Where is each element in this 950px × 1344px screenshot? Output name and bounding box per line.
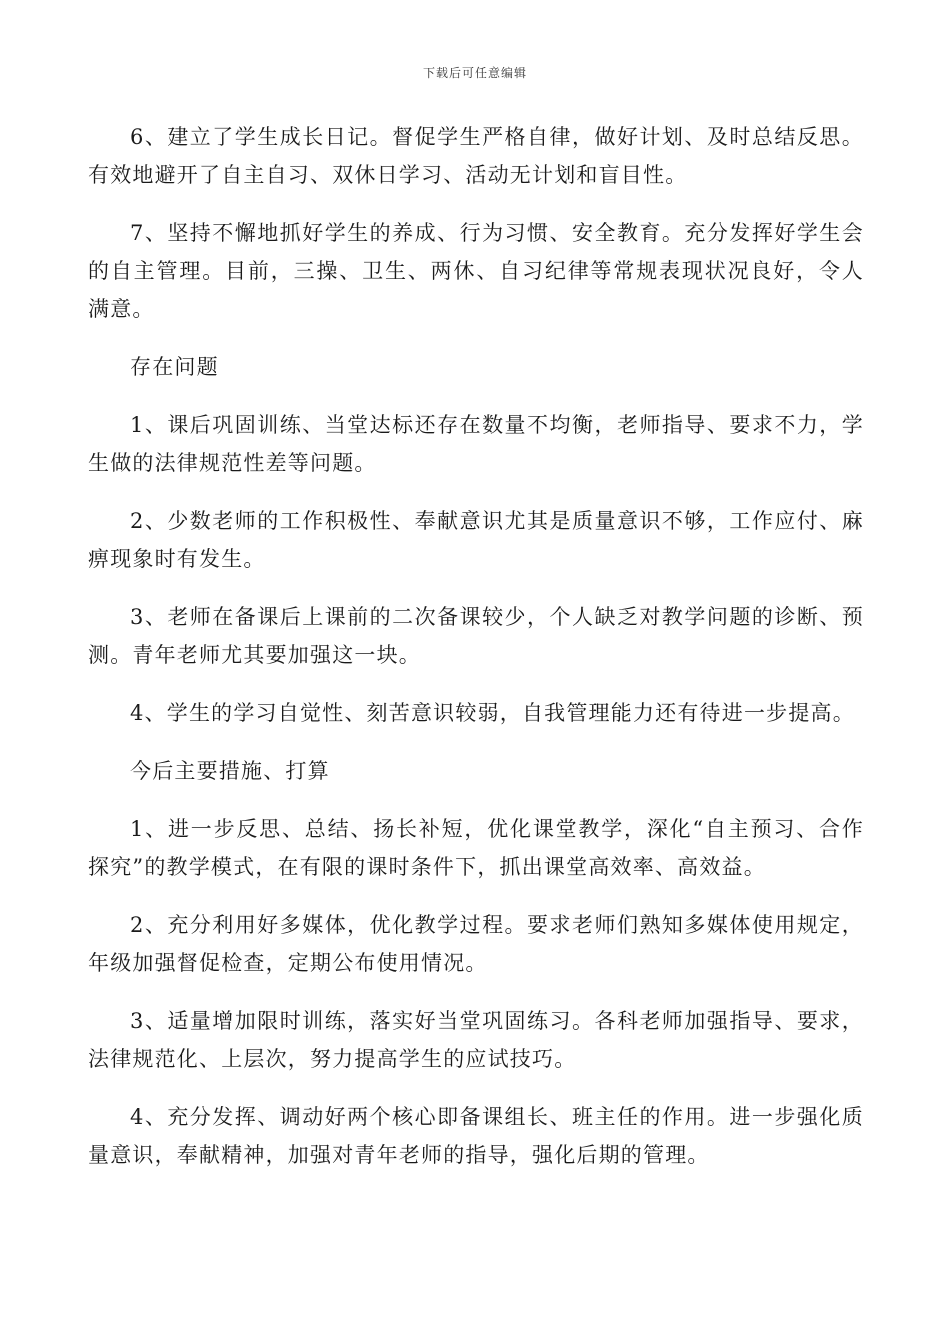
problem-item-1: 1、课后巩固训练、当堂达标还存在数量不均衡，老师指导、要求不力，学生做的法律规范性差等问题。: [88, 413, 864, 475]
section-heading-measures: 今后主要措施、打算: [130, 759, 330, 783]
measure-item-3: 3、适量增加限时训练，落实好当堂巩固练习。各科老师加强指导、要求，法律规范化、上层次，努力提高学生的应试技巧。: [88, 1009, 864, 1071]
measure-item-2: 2、充分利用好多媒体，优化教学过程。要求老师们熟知多媒体使用规定，年级加强督促检查，定期公布使用情况。: [88, 913, 864, 975]
measure-item-1: 1、进一步反思、总结、扬长补短，优化课堂教学，深化“自主预习、合作探究”的教学模式，在有限的课时条件下，抓出课堂高效率、高效益。: [88, 817, 864, 879]
problem-item-2: 2、少数老师的工作积极性、奉献意识尤其是质量意识不够，工作应付、麻痹现象时有发生。: [88, 509, 864, 571]
measure-item-4: 4、充分发挥、调动好两个核心即备课组长、班主任的作用。进一步强化质量意识，奉献精神，加强对青年老师的指导，强化后期的管理。: [88, 1105, 864, 1167]
problem-item-3: 3、老师在备课后上课前的二次备课较少，个人缺乏对教学问题的诊断、预测。青年老师尤其要加强这一块。: [88, 605, 864, 667]
paragraph-item-7: 7、坚持不懈地抓好学生的养成、行为习惯、安全教育。充分发挥好学生会的自主管理。目前，三操、卫生、两休、自习纪律等常规表现状况良好，令人满意。: [88, 221, 864, 321]
document-body: [88, 118, 864, 1194]
section-heading-problems: 存在问题: [130, 355, 219, 379]
page-header-note: 下载后可任意编辑: [422, 66, 527, 80]
paragraph-item-6: 6、建立了学生成长日记。督促学生严格自律，做好计划、及时总结反思。有效地避开了自主自习、双休日学习、活动无计划和盲目性。: [88, 125, 864, 187]
problem-item-4: 4、学生的学习自觉性、刻苦意识较弱，自我管理能力还有待进一步提高。: [130, 701, 855, 725]
